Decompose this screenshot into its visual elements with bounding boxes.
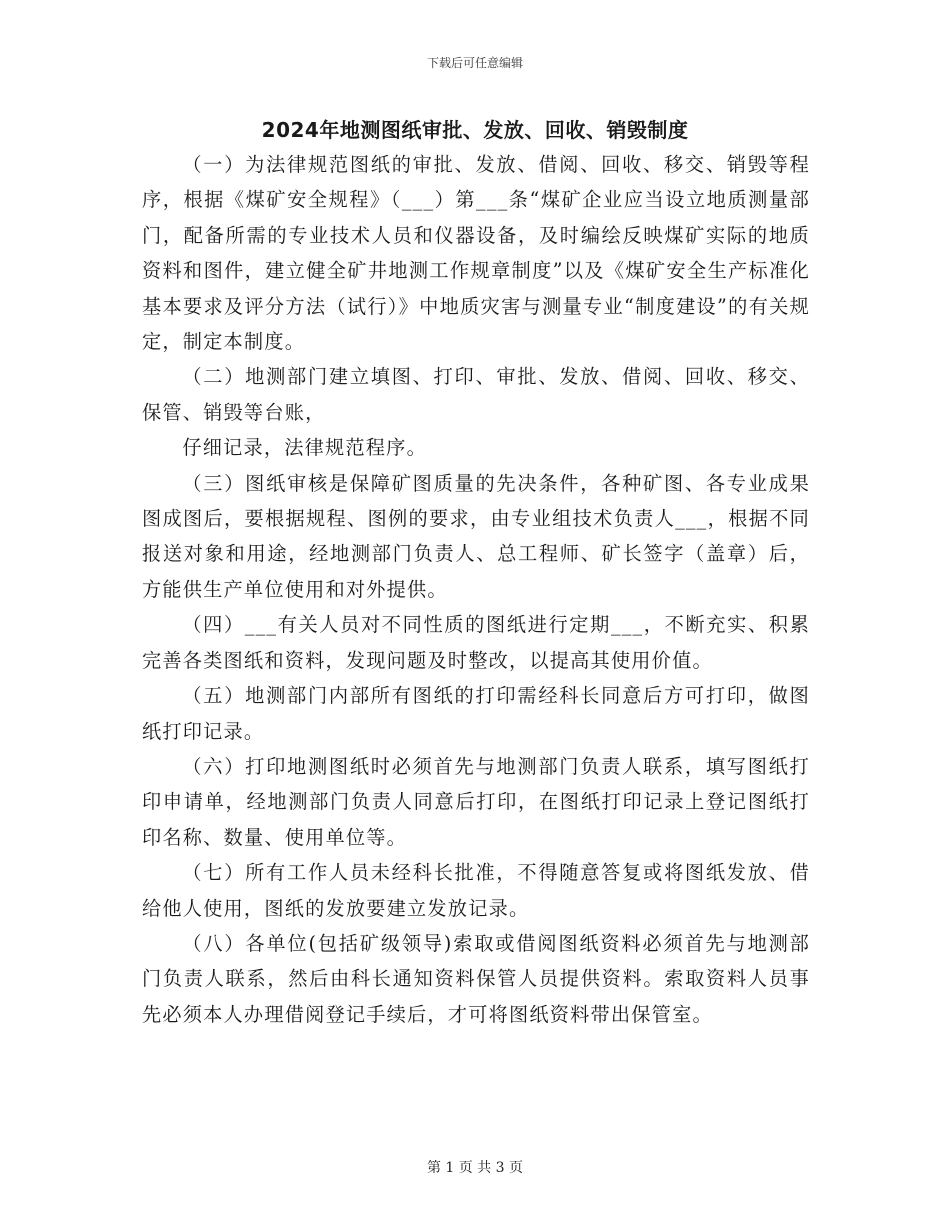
page-number-footer: 第 1 页 共 3 页	[426, 1160, 524, 1176]
paragraph-4: （四）___有关人员对不同性质的图纸进行定期___，不断充实、积累完善各类图纸和资料，发现问题及时整改，以提高其使用价值。	[142, 613, 810, 672]
paragraph-5: （五）地测部门内部所有图纸的打印需经科长同意后方可打印，做图纸打印记录。	[142, 684, 810, 743]
paragraph-7: （七）所有工作人员未经科长批准，不得随意答复或将图纸发放、借给他人使用，图纸的发放要建立发放记录。	[142, 861, 810, 920]
paragraph-8: （八）各单位(包括矿级领导)索取或借阅图纸资料必须首先与地测部门负责人联系，然后由科长通知资料保管人员提供资料。索取资料人员事先必须本人办理借阅登记手续后，才可将图纸资料带出保管室。	[142, 931, 810, 1026]
paragraph-3: （三）图纸审核是保障矿图质量的先决条件，各种矿图、各专业成果图成图后，要根据规程、图例的要求，由专业组技术负责人___，根据不同报送对象和用途，经地测部门负责人、总工程师、矿长签字（盖章）后，方能供生产单位使用和对外提供。	[142, 471, 810, 601]
paragraph-2-continued: 仔细记录，法律规范程序。	[182, 436, 427, 460]
paragraph-1: （一）为法律规范图纸的审批、发放、借阅、回收、移交、销毁等程序，根据《煤矿安全规程》（___）第___条“煤矿企业应当设立地质测量部门，配备所需的专业技术人员和仪器设备，及时编绘反映煤矿实际的地质资料和图件，建立健全矿井地测工作规章制度”以及《煤矿安全生产标准化基本要求及评分方法（试行）》中地质灾害与测量专业“制度建设”的有关规定，制定本制度。	[142, 153, 810, 354]
paragraph-6: （六）打印地测图纸时必须首先与地测部门负责人联系，填写图纸打印申请单，经地测部门负责人同意后打印，在图纸打印记录上登记图纸打印名称、数量、使用单位等。	[142, 754, 810, 849]
header-note: 下载后可任意编辑	[426, 56, 523, 70]
paragraph-2: （二）地测部门建立填图、打印、审批、发放、借阅、回收、移交、保管、销毁等台账，	[142, 365, 810, 424]
document-title: 2024年地测图纸审批、发放、回收、销毁制度	[261, 118, 689, 142]
document-body	[142, 147, 810, 1032]
